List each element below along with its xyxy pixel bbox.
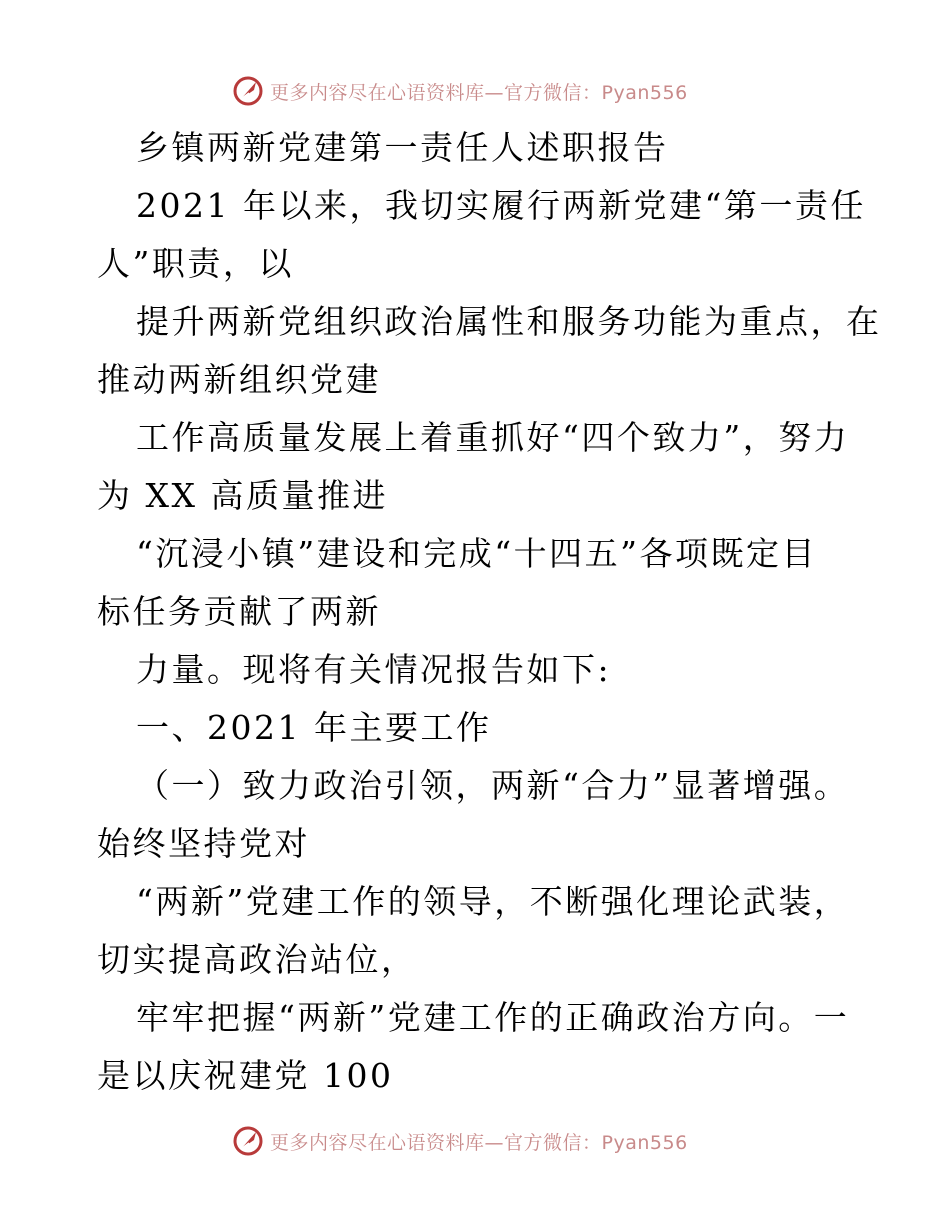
quill-logo-icon [232, 75, 264, 107]
paragraph-line: 力量。现将有关情况报告如下: [136, 650, 612, 689]
document-title: 乡镇两新党建第一责任人述职报告 [136, 128, 669, 167]
paragraph-line: “两新”党建工作的领导，不断强化理论武装， [136, 882, 850, 921]
paragraph-line: 标任务贡献了两新 [97, 592, 381, 631]
section-heading: 一、2021 年主要工作 [136, 708, 492, 747]
paragraph-line: 是以庆祝建党 100 [97, 1056, 394, 1095]
paragraph-line: 工作高质量发展上着重抓好“四个致力”，努力 [136, 418, 850, 457]
paragraph-line: 牢牢把握“两新”党建工作的正确政治方向。一 [136, 998, 850, 1037]
paragraph-line: 推动两新组织党建 [97, 360, 381, 399]
header-watermark [232, 74, 688, 108]
paragraph-line: 提升两新党组织政治属性和服务功能为重点，在 [136, 302, 882, 341]
footer-watermark [232, 1124, 688, 1158]
paragraph-line: 人”职责，以 [97, 244, 294, 283]
quill-logo-icon [232, 1125, 264, 1157]
watermark-text: 更多内容尽在心语资料库—官方微信：Pyan556 [270, 1131, 688, 1154]
subsection-heading: （一）致力政治引领，两新“合力”显著增强。 [136, 766, 850, 805]
paragraph-line: 为 XX 高质量推进 [97, 476, 388, 515]
paragraph-line: 切实提高政治站位， [97, 940, 417, 979]
watermark-text: 更多内容尽在心语资料库—官方微信：Pyan556 [270, 81, 688, 104]
paragraph-line: 2021 年以来，我切实履行两新党建“第一责任 [136, 186, 866, 225]
paragraph-line: 始终坚持党对 [97, 824, 310, 863]
paragraph-line: “沉浸小镇”建设和完成“十四五”各项既定目 [136, 534, 817, 573]
